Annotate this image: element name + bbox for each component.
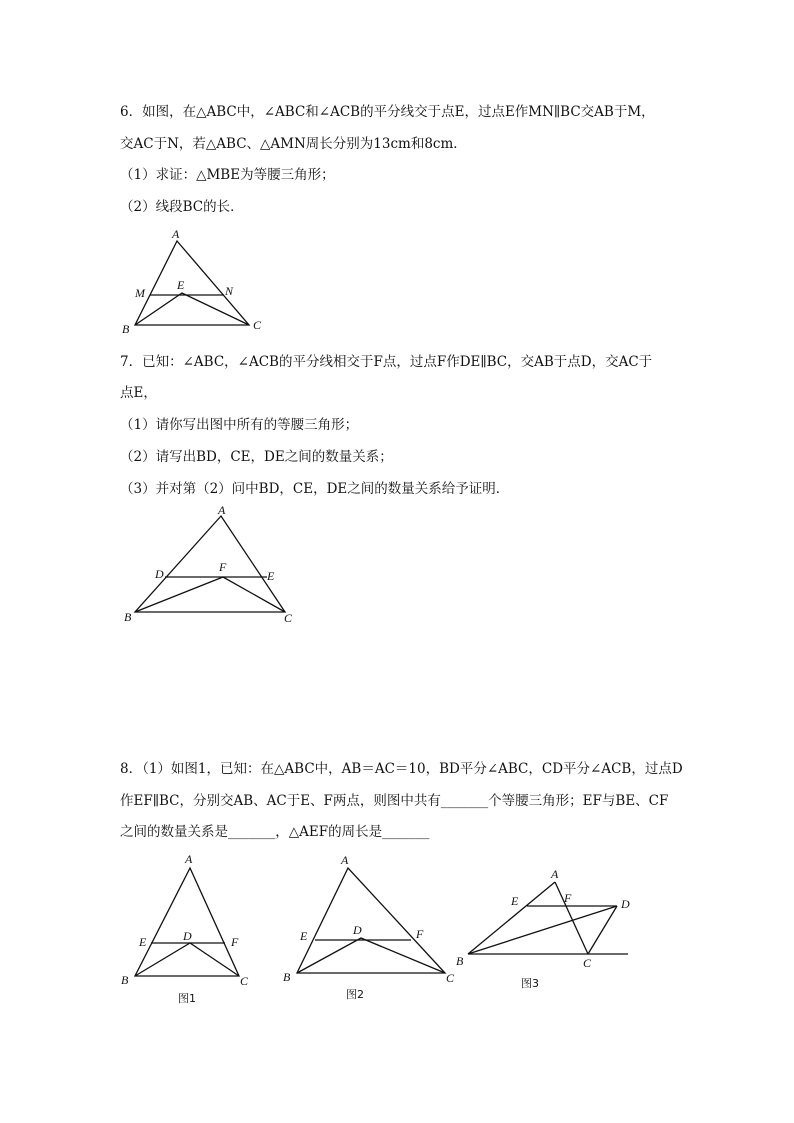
bisector-paths [297,938,445,973]
label-b: B [124,610,132,624]
q7-sub3: （3）并对第（2）问中BD，CE，DE之间的数量关系给予证明． [120,481,510,497]
q6-line1: 6．如图，在△ABC中，∠ABC和∠ACB的平分线交于点E，过点E作MN∥BC交AB于M， [120,104,655,120]
label-d: D [155,567,164,581]
caption-fig2: 图2 [346,988,364,1001]
label-d: D [353,923,362,937]
q7-sub2: （2）请写出BD，CE，DE之间的数量关系； [120,449,393,465]
label-n: N [225,284,234,298]
q8-figure-3 [450,862,640,997]
q6-line2: 交AC于N，若△ABC、△AMN周长分别为13cm和8cm． [120,136,467,152]
label-a: A [185,852,193,866]
q6-sub1: （1）求证：△MBE为等腰三角形； [120,167,335,183]
label-b: B [121,973,129,987]
label-m: M [135,286,145,300]
label-d: D [183,929,192,943]
q6-sub2: （2）线段BC的长． [120,199,244,215]
label-d: D [621,897,630,911]
q7-line1: 7．已知：∠ABC，∠ACB的平分线相交于F点，过点F作DE∥BC，交AB于点D，交AC于 [120,354,653,370]
label-c: C [284,611,293,625]
segment-ba [468,882,555,954]
caption-fig1: 图1 [178,992,196,1005]
label-b: B [456,954,464,968]
label-c: C [253,318,262,332]
triangle-abc [135,868,239,976]
label-a: A [172,227,180,241]
label-c: C [240,974,249,988]
label-a: A [218,503,226,517]
label-a: A [341,853,349,867]
label-f: F [416,927,424,941]
q8-line2: 作EF∥BC，分别交AB、AC于E、F两点，则图中共有_______个等腰三角形；EF与BE、CF [120,793,669,809]
label-e: E [267,569,275,583]
q8-figure-1 [115,848,265,1008]
label-f: F [231,935,239,949]
label-e: E [511,894,519,908]
label-e: E [139,935,147,949]
triangle-abc [135,241,249,325]
q7-line2: 点E， [120,385,157,401]
label-b: B [283,970,291,984]
segment-bd [468,906,617,954]
label-e: E [300,929,308,943]
bisector-paths [135,577,285,612]
q7-sub1: （1）请你写出图中所有的等腰三角形； [120,417,359,433]
bisector-paths [135,943,239,976]
q8-line3: 之间的数量关系是_______，△AEF的周长是_______ [120,824,430,840]
triangle-abc [135,516,285,612]
label-e: E [177,278,185,292]
q6-figure [115,225,275,340]
label-f: F [219,560,227,574]
q8-figure-2 [275,848,465,1008]
q7-figure [115,500,305,630]
segment-cd [588,906,617,954]
q8-line1: 8．（1）如图1，已知：在△ABC中，AB＝AC＝10，BD平分∠ABC，CD平分∠ACB，过点D [120,761,683,777]
label-b: B [122,322,130,336]
label-f: F [564,891,572,905]
label-a: A [551,867,559,881]
caption-fig3: 图3 [521,977,539,990]
segment-ac [555,882,588,954]
label-c: C [583,956,592,970]
triangle-abc [297,868,445,973]
label-c: C [446,971,455,985]
